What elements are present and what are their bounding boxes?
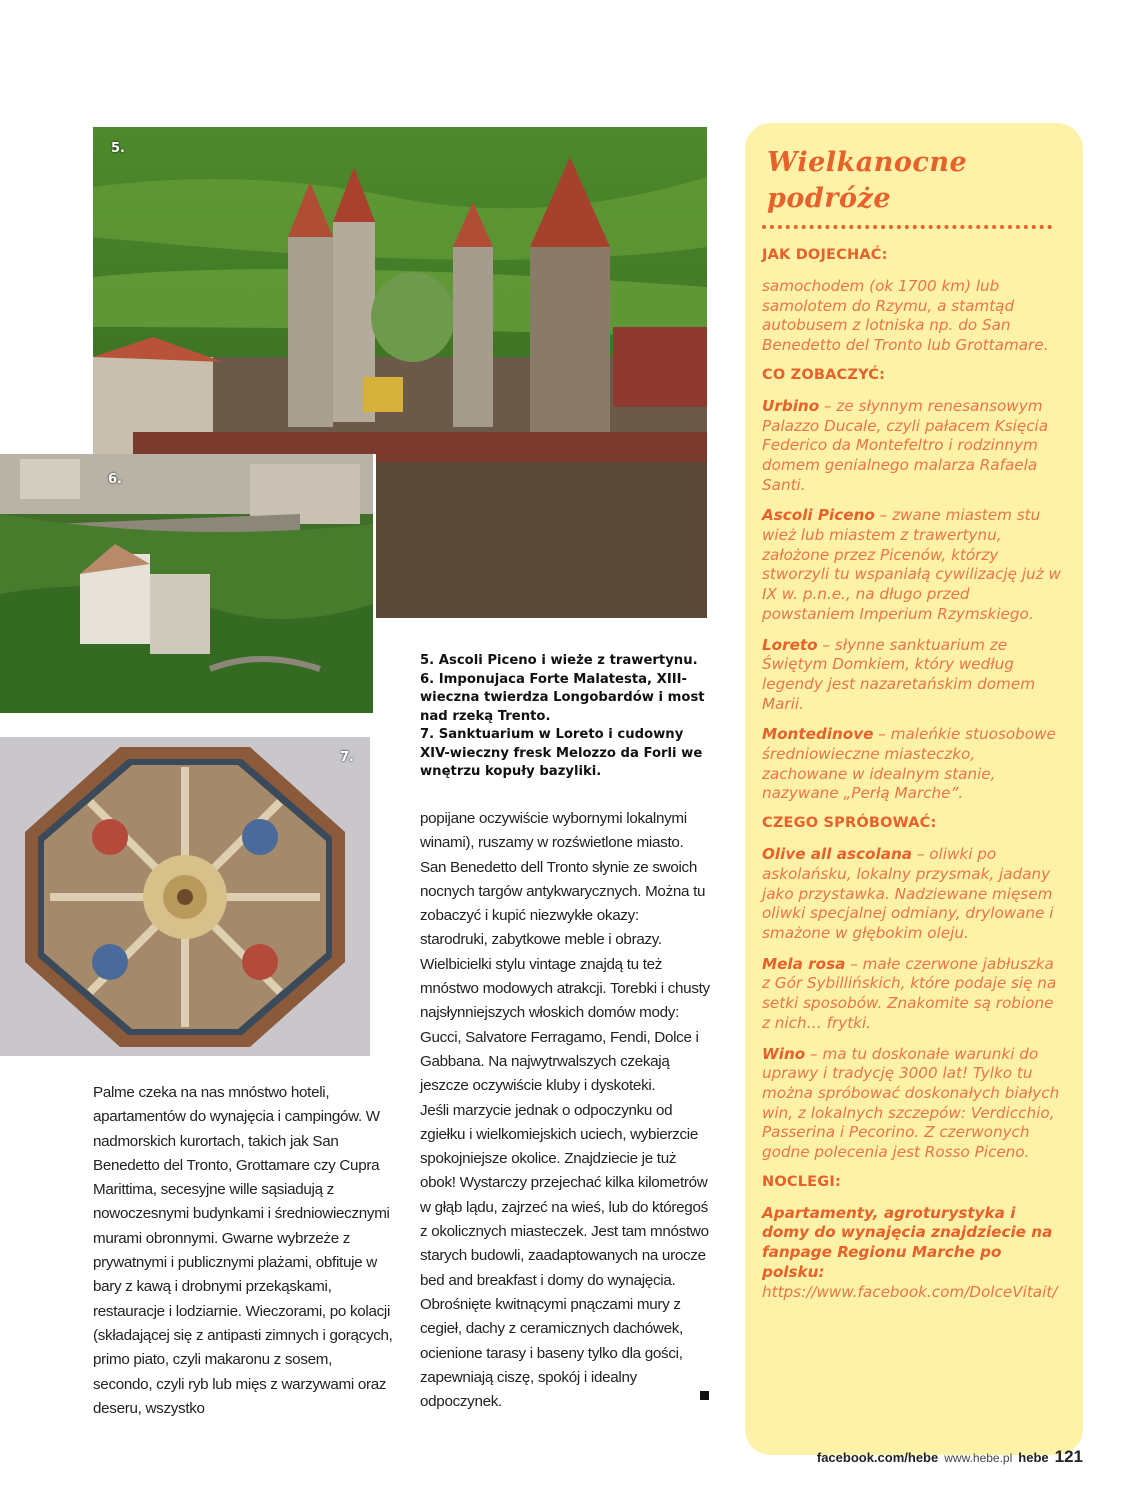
sidebar-title-line1: Wielkanocne bbox=[767, 147, 968, 178]
article-column-left bbox=[93, 1081, 393, 1421]
caption-7: 7. Sanktuarium w Loreto i cudowny XIV-wieczny fresk Melozzo da Forli we wnętrzu kopuły bazyliki. bbox=[420, 727, 703, 779]
photo-captions bbox=[420, 652, 710, 782]
facebook-link[interactable]: https://www.facebook.com/DolceVitait/ bbox=[762, 1282, 1058, 1301]
taste-item bbox=[762, 845, 1065, 944]
footer-website: www.hebe.pl bbox=[944, 1451, 1013, 1465]
photo-number: 7. bbox=[340, 750, 354, 765]
see-item-name: Ascoli Piceno bbox=[762, 506, 875, 525]
taste-item-text: – ma tu doskonałe warunki do uprawy i tradycję 3000 lat! Tylko tu można spróbować doskonałych białych win, z lokalnych szczepów: Verdicchio, Passerina i Pecorino. Z czerwonych godne polecenia jest Rosso Piceno. bbox=[762, 1044, 1060, 1162]
see-item-text: – zwane miastem stu wież lub miastem z trawertynu, założone przez Picenów, którzy stworzyli tu wspaniałą cywilizację już w IX w. p.n.e., na długo przed powstaniem Imperium Rzymskiego. bbox=[762, 506, 1061, 623]
page-number: 121 bbox=[1054, 1447, 1083, 1466]
accommodation-text bbox=[762, 1204, 1065, 1303]
see-item-name: Montedinove bbox=[762, 725, 874, 744]
taste-item-text: – małe czerwone jabłuszka z Gór Sybillińskich, które podaje się na setki sposobów. Znakomite są robione z nich… frytki. bbox=[762, 954, 1057, 1032]
article-paragraph: Palme czeka na nas mnóstwo hoteli, apartamentów do wynajęcia i campingów. W nadmorskich kurortach, takich jak San Benedetto del Tronto, Grottamare czy Cupra Marittima, secesyjne wille sąsiadują z nowoczesnymi budynkami i średniowiecznymi murami obronnymi. Gwarne wybrzeże z prywatnymi i publicznymi plażami, obfituje w bary z kawą i drobnymi przekąskami, restauracje i lodziarnie. Wieczorami, po kolacji (składającej się z antipasti zimnych i gorących, primo piato, czyli makaronu z sosem, secondo, czyli ryb lub mięs z warzywami oraz deseru, wszystko bbox=[93, 1084, 393, 1417]
heading-how-to-get: JAK DOJECHAĆ: bbox=[762, 247, 888, 263]
footer-brand: hebe bbox=[1018, 1450, 1049, 1465]
article-paragraph: Jeśli marzycie jednak o odpoczynku od zgiełku i wielkomiejskich uciech, wybierzcie spokojniejsze okolice. Znajdziecie je tuż obok! Wystarczy przejechać kilka kilometrów w głąb lądu, zajrzeć na wieś, lub do któregoś z okolicznych miasteczek. Jest tam mnóstwo starych budowli, zaadaptowanych na urocze bed and breakfast i domy do wynajęcia. Obrośnięte kwitnącymi pnączami mury z cegieł, dachy z ceramicznych dachówek, ocienione tarasy i baseny tylko dla gości, zapewniają ciszę, spokój i idealny odpoczynek. bbox=[420, 1101, 709, 1411]
see-item bbox=[762, 725, 1065, 804]
how-to-get-text: samochodem (ok 1700 km) lub samolotem do Rzymu, a stamtąd autobusem z lotniska np. do San Benedetto del Tronto lub Grottamare. bbox=[762, 277, 1049, 355]
end-of-article-square-icon bbox=[700, 1391, 709, 1400]
see-item-name: Urbino bbox=[762, 396, 820, 415]
heading-accommodation: NOCLEGI: bbox=[762, 1173, 841, 1190]
photo-number: 6. bbox=[108, 472, 122, 487]
taste-item bbox=[762, 1045, 1065, 1163]
photo-fortress-illustration bbox=[0, 454, 373, 713]
accommodation-intro: Apartamenty, agroturystyka i domy do wynajęcia znajdziecie na fanpage Regionu Marche po polsku: bbox=[762, 1203, 1053, 1281]
taste-item-name: Olive all ascolana bbox=[762, 845, 912, 864]
sidebar-title bbox=[767, 145, 1065, 217]
see-item-name: Loreto bbox=[762, 635, 818, 654]
photo-forte-malatesta bbox=[0, 454, 376, 716]
see-item bbox=[762, 506, 1065, 624]
photo-cupola-illustration bbox=[0, 737, 370, 1056]
article-column-middle bbox=[420, 807, 710, 1414]
see-item bbox=[762, 636, 1065, 715]
sidebar-title-line2: podróże bbox=[767, 183, 892, 214]
heading-what-to-taste: CZEGO SPRÓBOWAĆ: bbox=[762, 815, 937, 832]
taste-item-name: Mela rosa bbox=[762, 954, 846, 973]
heading-what-to-see: CO ZOBACZYĆ: bbox=[762, 366, 886, 383]
footer-facebook: facebook.com/hebe bbox=[816, 1450, 939, 1465]
photo-loreto-fresco bbox=[0, 737, 370, 1056]
caption-6: 6. Imponujaca Forte Malatesta, XIII-wieczna twierdza Longobardów i most nad rzeką Trento. bbox=[420, 671, 705, 724]
see-item bbox=[762, 397, 1065, 496]
taste-item-text: – oliwki po askolańsku, lokalny przysmak, jadany jako przystawka. Nadziewane mięsem oliwki specjalnej odmiany, drylowane i smażone w głębokim oleju. bbox=[762, 845, 1054, 942]
dotted-divider bbox=[762, 225, 1052, 235]
see-item-text: – słynne sanktuarium ze Świętym Domkiem, który według legendy jest nazaretańskim domem Marii. bbox=[762, 635, 1035, 713]
article-paragraph: popijane oczywiście wybornymi lokalnymi winami), ruszamy w rozświetlone miasto. San Benedetto dell Tronto słynie ze swoich nocnych targów antykwarycznych. Można tu zobaczyć i kupić niezwykłe okazy: starodruki, zabytkowe meble i obrazy. Wielbicielki stylu vintage znajdą tu też mnóstwo modowych atrakcji. Torebki i chusty najsłynniejszych włoskich domów mody: Gucci, Salvatore Ferragamo, Fendi, Dolce i Gabbana. Na najwytrwalszych czekają jeszcze oczywiście kluby i dyskoteki. bbox=[420, 810, 710, 1095]
travel-info-sidebar bbox=[745, 123, 1083, 1455]
caption-5: 5. Ascoli Piceno i wieże z trawertynu. bbox=[420, 653, 698, 668]
see-item-text: – ze słynnym renesansowym Palazzo Ducale, czyli pałacem Księcia Federico da Montefeltro i rodzinnym domem genialnego malarza Rafaela Santi. bbox=[762, 396, 1049, 494]
page-footer bbox=[817, 1447, 1083, 1467]
photo-number: 5. bbox=[111, 141, 125, 156]
taste-item bbox=[762, 955, 1065, 1034]
see-item-text: – maleńkie stuosobowe średniowieczne miasteczko, zachowane w idealnym stanie, nazywane „Perłą Marche”. bbox=[762, 725, 1056, 803]
taste-item-name: Wino bbox=[762, 1044, 806, 1063]
